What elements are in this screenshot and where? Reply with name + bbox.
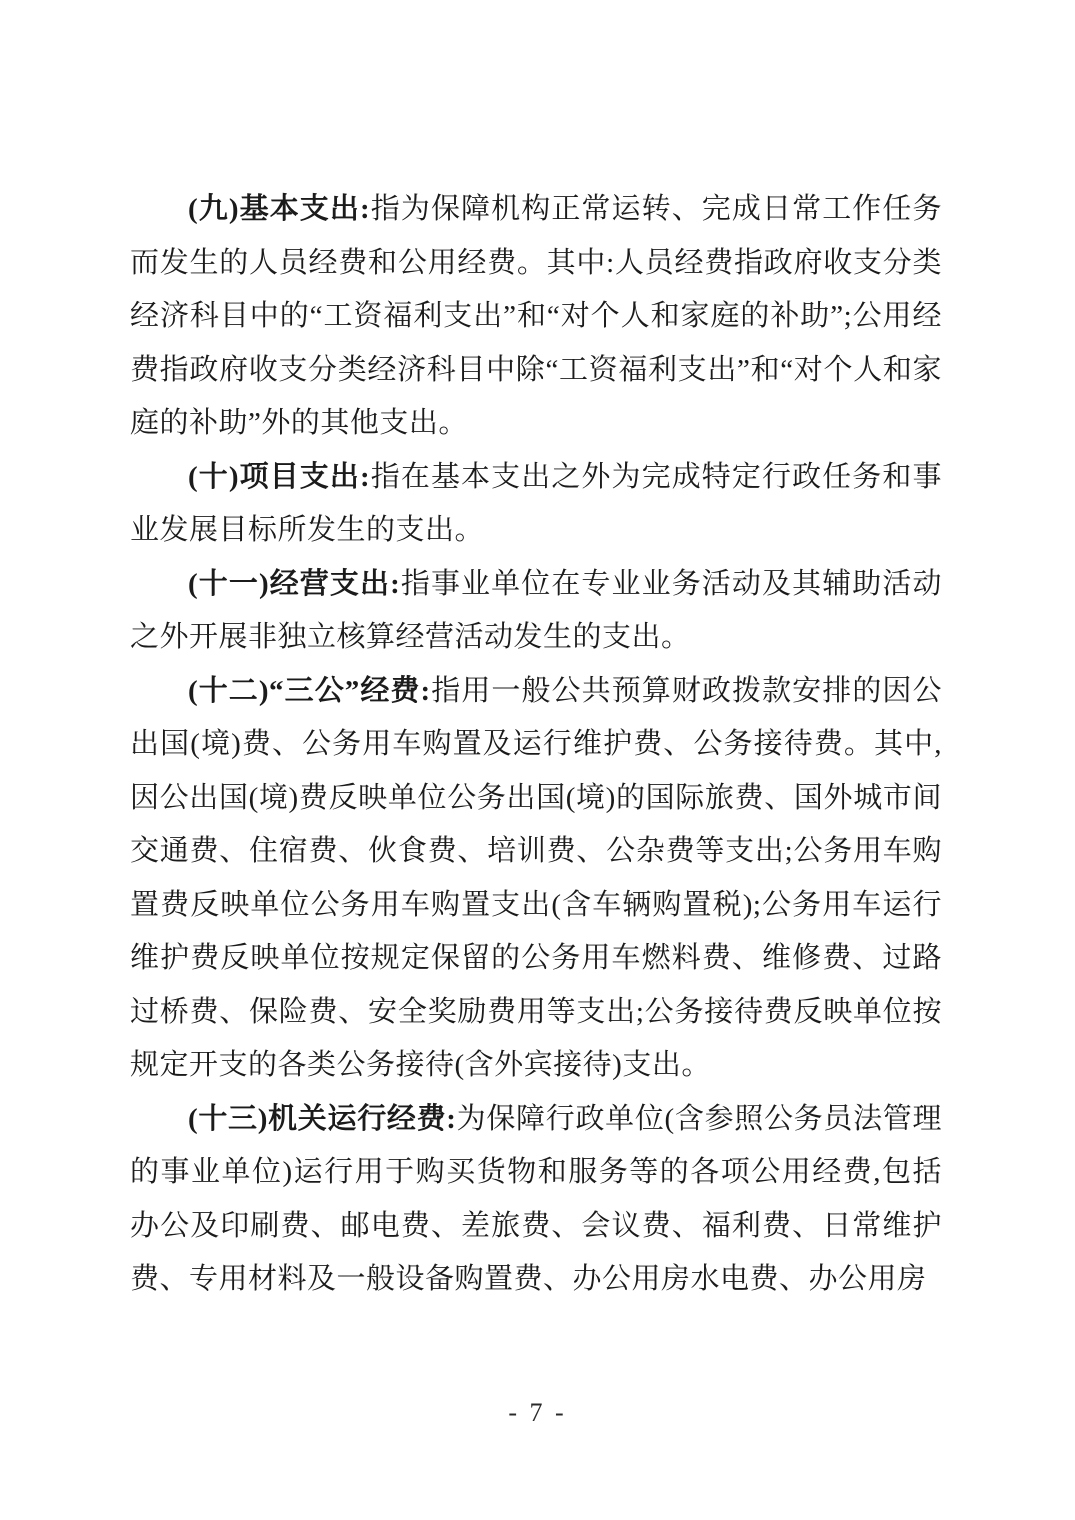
page-number: - 7 -: [508, 1398, 567, 1427]
paragraph-text: 指为保障机构正常运转、完成日常工作任务而发生的人员经费和公用经费。其中:人员经费指政府收支分类经济科目中的“工资福利支出”和“对个人和家庭的补助”;公用经费指政府收支分类经济科目中除“工资福利支出”和“对个人和家庭的补助”外的其他支出。: [130, 193, 942, 439]
paragraph-text: 指用一般公共预算财政拨款安排的因公出国(境)费、公务用车购置及运行维护费、公务接待费。其中,因公出国(境)费反映单位公务出国(境)的国际旅费、国外城市间交通费、住宿费、伙食费、培训费、公杂费等支出;公务用车购置费反映单位公务用车购置支出(含车辆购置税);公务用车运行维护费反映单位按规定保留的公务用车燃料费、维修费、过路过桥费、保险费、安全奖励费用等支出;公务接待费反映单位按规定开支的各类公务接待(含外宾接待)支出。: [130, 674, 942, 1081]
paragraph-text: 指事业单位在专业业务活动及其辅助活动之外开展非独立核算经营活动发生的支出。: [130, 567, 942, 653]
document-body: [130, 183, 942, 1307]
paragraph-label: (九)基本支出:: [188, 193, 371, 225]
paragraph-12-three-public-funds: [130, 665, 942, 1093]
paragraph-13-agency-operating-funds: [130, 1093, 942, 1307]
paragraph-label: (十)项目支出:: [188, 460, 371, 493]
paragraph-10-project-expenditure: [130, 451, 942, 558]
paragraph-label: (十三)机关运行经费:: [188, 1102, 457, 1135]
paragraph-9-basic-expenditure: [130, 183, 942, 451]
paragraph-text: 为保障行政单位(含参照公务员法管理的事业单位)运行用于购买货物和服务等的各项公用经费,包括办公及印刷费、邮电费、差旅费、会议费、福利费、日常维护费、专用材料及一般设备购置费、办公用房水电费、办公用房: [130, 1102, 942, 1295]
paragraph-text: 指在基本支出之外为完成特定行政任务和事业发展目标所发生的支出。: [130, 460, 942, 546]
paragraph-label: (十一)经营支出:: [188, 567, 401, 600]
paragraph-label: (十二)“三公”经费:: [188, 674, 431, 707]
paragraph-11-operating-expenditure: [130, 558, 942, 665]
